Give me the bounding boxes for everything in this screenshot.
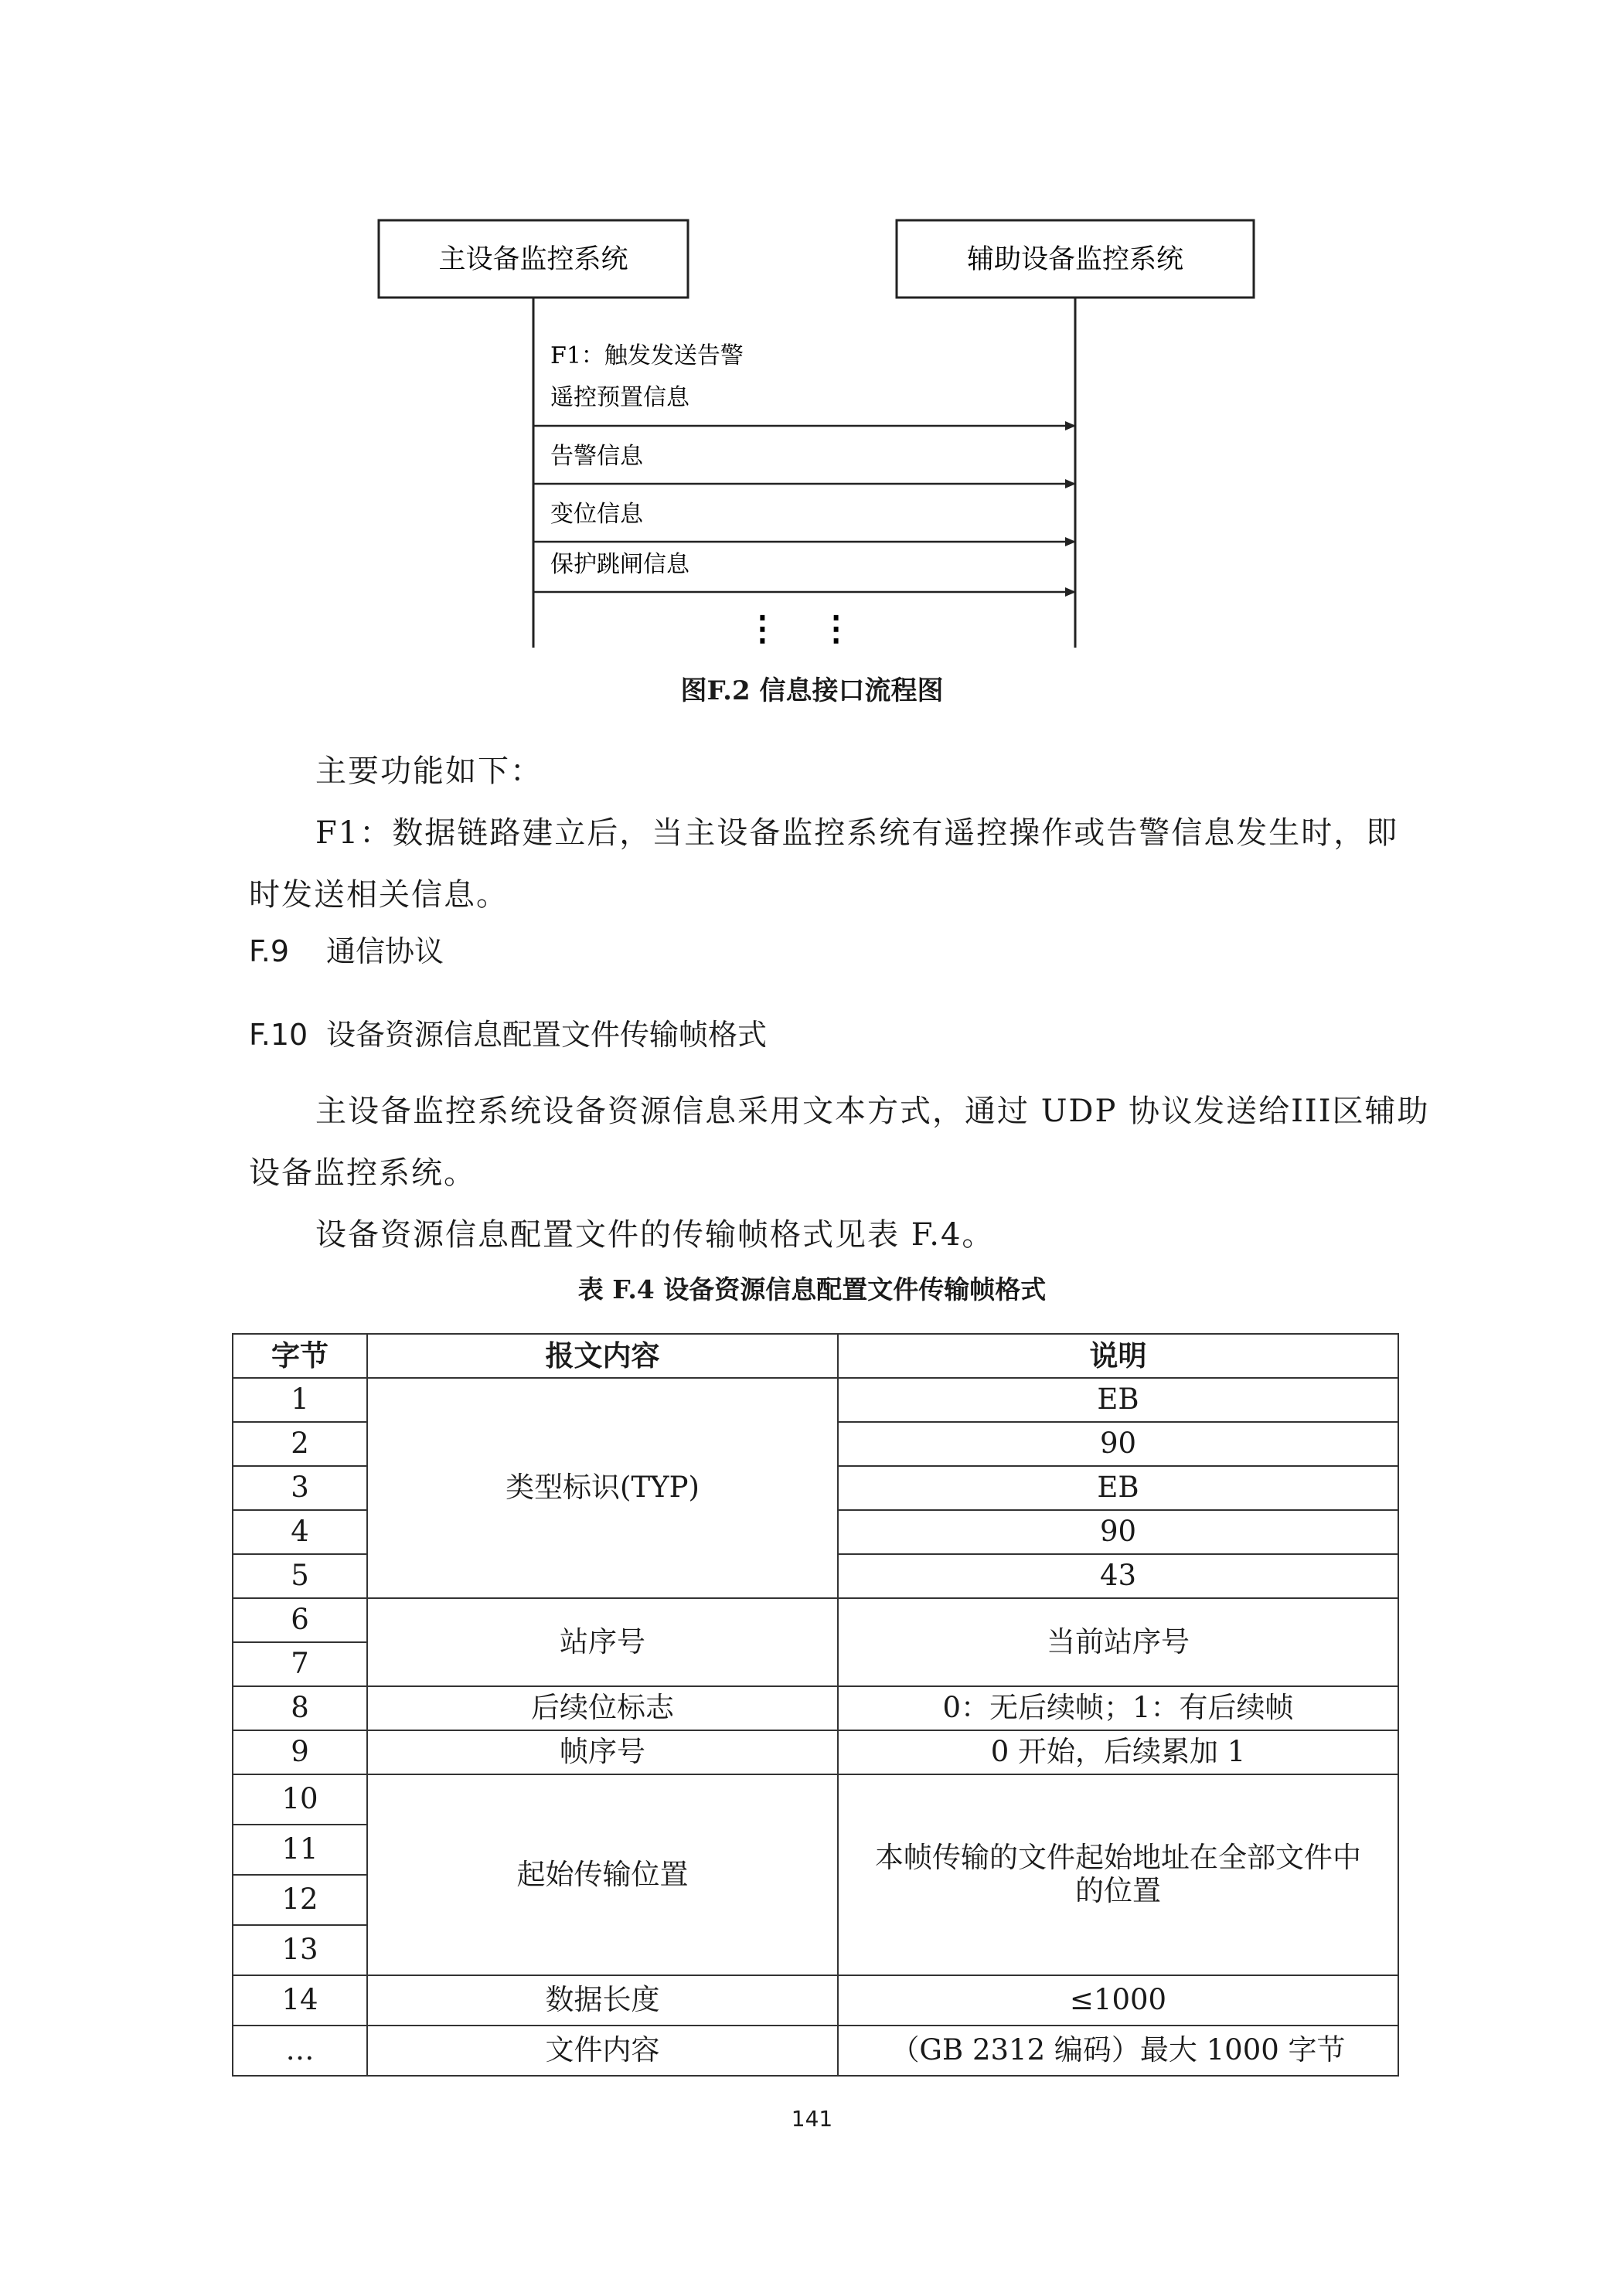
message-2-label: 告警信息: [550, 443, 643, 470]
info-interface-flow-diagram: [0, 0, 1624, 665]
desc-cell-start-pos: [838, 1774, 1398, 1975]
byte-cell: 12: [233, 1875, 367, 1925]
desc-cell-frame-seq: 0 开始，后续累加 1: [838, 1730, 1398, 1774]
table-row: [233, 1774, 1398, 1825]
desc-cell: 90: [838, 1422, 1398, 1466]
content-cell-frame-seq: 帧序号: [367, 1730, 838, 1774]
table-reference-paragraph: 设备资源信息配置文件的传输帧格式见表 F.4。: [315, 1217, 995, 1253]
section-f9-number: F.9: [249, 934, 290, 968]
message-1-label-line1: F1：触发发送告警: [550, 342, 744, 369]
desc-start-pos-text: 本帧传输的文件起始地址在全部文件中的位置: [875, 1841, 1361, 1907]
table-row: [233, 1730, 1398, 1774]
byte-cell: 6: [233, 1598, 367, 1642]
byte-cell: 2: [233, 1422, 367, 1466]
byte-cell: 5: [233, 1554, 367, 1598]
section-f10-title: 设备资源信息配置文件传输帧格式: [326, 1018, 768, 1052]
table-row: [233, 1378, 1398, 1422]
content-cell-file-content: 文件内容: [367, 2026, 838, 2076]
ellipsis-marks: ⋮ ⋮: [745, 609, 867, 648]
desc-cell-data-len: ≤1000: [838, 1975, 1398, 2026]
byte-cell: 1: [233, 1378, 367, 1422]
byte-cell: 11: [233, 1825, 367, 1875]
byte-cell: 10: [233, 1774, 367, 1825]
desc-cell: 43: [838, 1554, 1398, 1598]
byte-cell: 13: [233, 1925, 367, 1975]
intro-paragraph: 主要功能如下：: [315, 753, 543, 789]
section-f9-heading: [249, 927, 444, 970]
section-f10-heading: [249, 1011, 767, 1053]
content-cell-start-pos: 起始传输位置: [367, 1774, 838, 1975]
message-1-label-line2: 遥控预置信息: [550, 384, 689, 411]
header-byte: 字节: [233, 1334, 367, 1378]
main-monitor-label: 主设备监控系统: [438, 244, 628, 275]
header-content: 报文内容: [367, 1334, 838, 1378]
content-cell-data-len: 数据长度: [367, 1975, 838, 2026]
table-caption: 表 F.4 设备资源信息配置文件传输帧格式: [577, 1274, 1047, 1304]
message-4-label: 保护跳闸信息: [550, 551, 689, 578]
content-cell-followup: 后续位标志: [367, 1686, 838, 1730]
table-row: [233, 1686, 1398, 1730]
header-description: 说明: [838, 1334, 1398, 1378]
content-cell-station: 站序号: [367, 1598, 838, 1686]
byte-cell: …: [233, 2026, 367, 2076]
table-header-row: [233, 1334, 1398, 1378]
message-3-label: 变位信息: [550, 501, 643, 528]
page-number: 141: [791, 2106, 833, 2131]
frame-format-table: [232, 1333, 1399, 2077]
f10-paragraph-line2: 设备监控系统。: [249, 1155, 476, 1191]
byte-cell: 4: [233, 1510, 367, 1554]
byte-cell: 14: [233, 1975, 367, 2026]
desc-cell-followup: 0：无后续帧；1：有后续帧: [838, 1686, 1398, 1730]
table-row: [233, 2026, 1398, 2076]
desc-cell-station: 当前站序号: [838, 1598, 1398, 1686]
byte-cell: 7: [233, 1642, 367, 1686]
desc-cell: EB: [838, 1466, 1398, 1510]
byte-cell: 9: [233, 1730, 367, 1774]
byte-cell: 3: [233, 1466, 367, 1510]
desc-cell-file-content: （GB 2312 编码）最大 1000 字节: [838, 2026, 1398, 2076]
content-cell-typ: 类型标识(TYP): [367, 1378, 838, 1598]
aux-monitor-label: 辅助设备监控系统: [966, 244, 1184, 275]
f10-paragraph-line1: 主设备监控系统设备资源信息采用文本方式，通过 UDP 协议发送给III区辅助: [315, 1094, 1430, 1129]
section-f10-number: F.10: [249, 1018, 308, 1052]
desc-cell: 90: [838, 1510, 1398, 1554]
section-f9-title: 通信协议: [326, 934, 444, 968]
desc-cell: EB: [838, 1378, 1398, 1422]
table-row: [233, 1598, 1398, 1642]
figure-caption: 图F.2 信息接口流程图: [680, 675, 944, 706]
f1-paragraph-line2: 时发送相关信息。: [249, 877, 509, 913]
byte-cell: 8: [233, 1686, 367, 1730]
table-row: [233, 1975, 1398, 2026]
f1-paragraph-line1: F1：数据链路建立后，当主设备监控系统有遥控操作或告警信息发生时，即: [315, 815, 1399, 851]
